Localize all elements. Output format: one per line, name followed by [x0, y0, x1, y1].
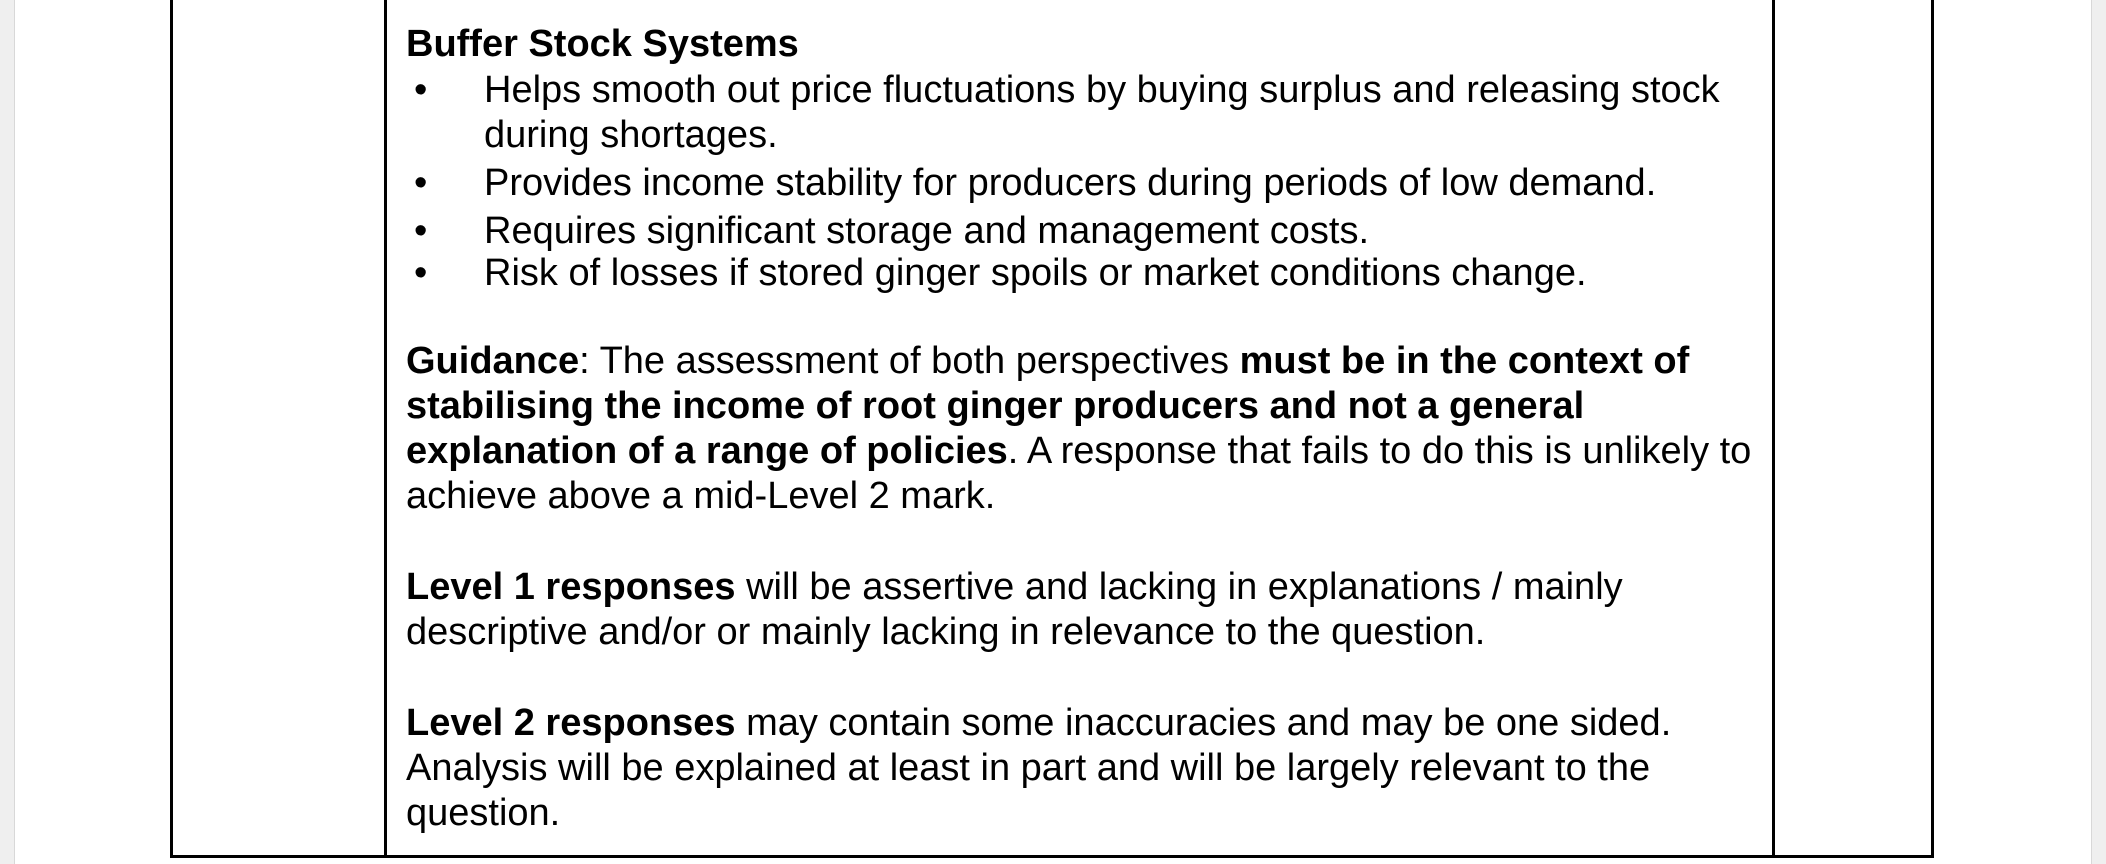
list-item	[406, 161, 1756, 206]
bullet-list	[406, 68, 1756, 296]
level-1-paragraph	[406, 565, 1756, 655]
table-border-right	[1931, 0, 1934, 858]
list-item-text: Helps smooth out price fluctuations by buying surplus and releasing stock during shortages.	[484, 69, 1720, 156]
guidance-text-end: . A response that fails to do this is unlikely to achieve above a mid-Level 2 mark.	[406, 430, 1752, 517]
level-1-text: will be assertive and lacking in explanations / mainly descriptive and/or or mainly lacking in relevance to the question.	[406, 566, 1623, 653]
guidance-colon: :	[579, 340, 590, 382]
list-item	[406, 68, 1756, 158]
list-item-text: Requires significant storage and management costs.	[484, 210, 1370, 252]
table-column-divider	[1772, 0, 1775, 858]
list-item	[406, 209, 1756, 254]
bullet-icon: •	[414, 162, 428, 204]
guidance-text: The assessment of both perspectives	[589, 340, 1240, 382]
page-left-margin	[0, 0, 15, 864]
level-2-paragraph	[406, 701, 1756, 836]
list-item-text: Provides income stability for producers during periods of low demand.	[484, 162, 1657, 204]
level-2-label: Level 2 responses	[406, 702, 736, 744]
level-2-text: may contain some inaccuracies and may be one sided. Analysis will be explained at least in part and will be largely relevant to the question.	[406, 702, 1672, 834]
table-border-bottom	[170, 855, 1934, 858]
guidance-emphasis: must be in the context of stabilising the income of root ginger producers and not a general explanation of a range of policies	[406, 340, 1690, 472]
table-border-left	[170, 0, 173, 858]
page-right-margin	[2091, 0, 2106, 864]
bullet-icon: •	[414, 210, 428, 252]
level-1-label: Level 1 responses	[406, 566, 736, 608]
bullet-icon: •	[414, 252, 428, 294]
section-heading: Buffer Stock Systems	[406, 23, 799, 65]
mark-scheme-cell	[406, 22, 1756, 836]
guidance-label: Guidance	[406, 340, 580, 382]
guidance-paragraph	[406, 339, 1756, 519]
list-item	[406, 251, 1756, 296]
table-column-divider	[384, 0, 387, 858]
bullet-icon: •	[414, 69, 428, 111]
list-item-text: Risk of losses if stored ginger spoils or market conditions change.	[484, 252, 1587, 294]
